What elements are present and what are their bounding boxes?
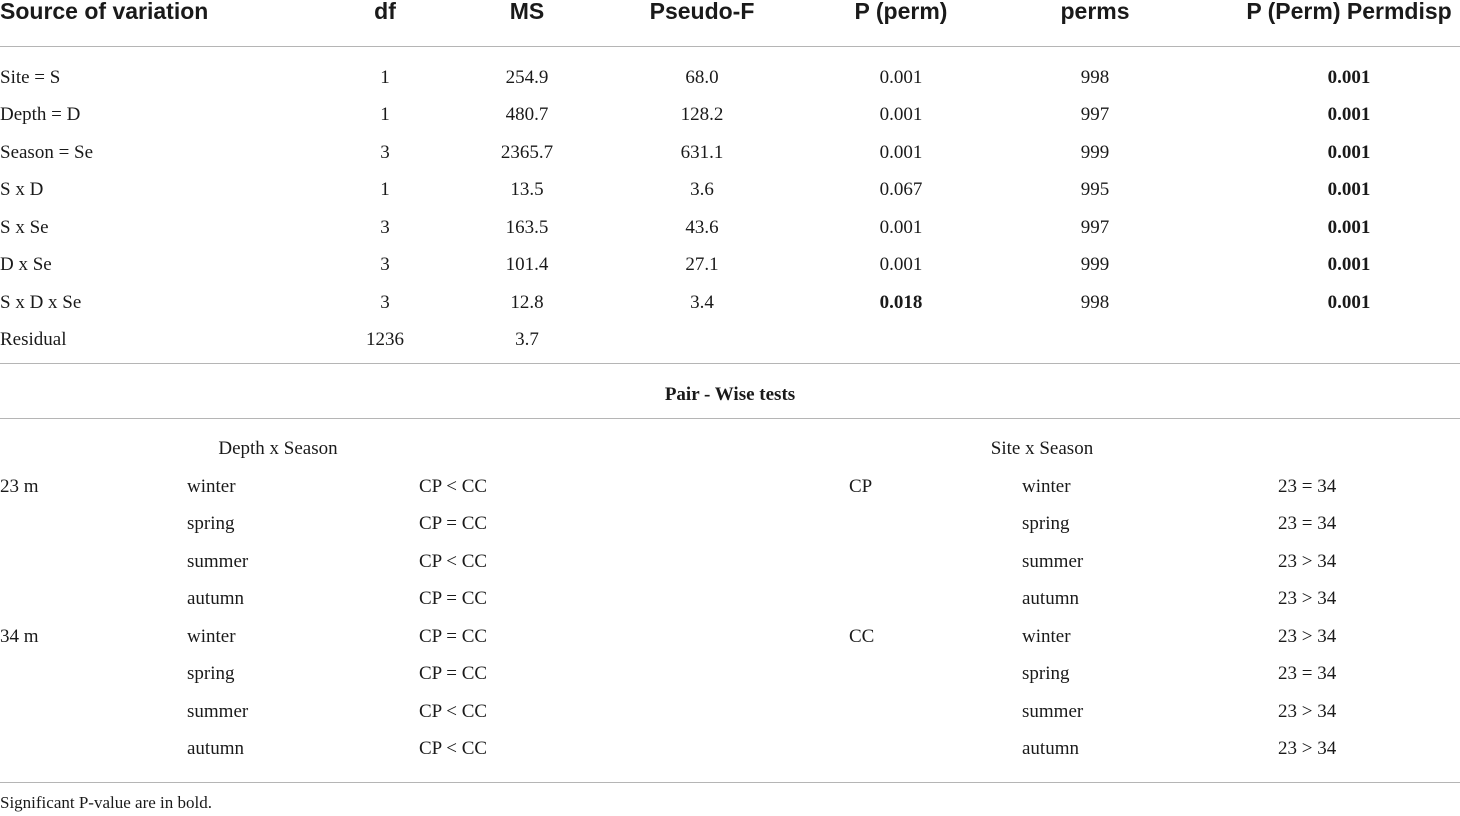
- season-label: winter: [1022, 626, 1071, 647]
- cell-df: 1236: [366, 329, 404, 350]
- cell-permdisp: 0.001: [1327, 104, 1371, 125]
- cell-permdisp: 0.001: [1327, 67, 1371, 88]
- cell-source: Residual: [0, 329, 67, 350]
- cell-ms: 101.4: [505, 254, 549, 275]
- header-permdisp: P (Perm) Permdisp: [1246, 0, 1452, 24]
- comparison-result: CP < CC: [419, 476, 488, 497]
- cell-pseudo-f: 27.1: [685, 254, 719, 275]
- header-rule: [0, 46, 1460, 47]
- comparison-result: CP < CC: [419, 551, 488, 572]
- cell-p-perm: 0.001: [879, 254, 923, 275]
- header-perms: perms: [1060, 0, 1130, 24]
- season-label: spring: [187, 513, 235, 534]
- season-label: summer: [1022, 551, 1084, 572]
- comparison-result: 23 = 34: [1278, 663, 1337, 684]
- depth-season-heading: Depth x Season: [218, 438, 338, 459]
- cell-p-perm: 0.018: [879, 292, 923, 313]
- comparison-result: 23 = 34: [1278, 513, 1337, 534]
- cell-source: S x D: [0, 179, 44, 200]
- cell-df: 3: [380, 217, 390, 238]
- cell-df: 1: [380, 179, 390, 200]
- cell-perms: 998: [1080, 292, 1110, 313]
- cell-ms: 163.5: [505, 217, 549, 238]
- cell-ms: 254.9: [505, 67, 549, 88]
- cell-source: Season = Se: [0, 142, 94, 163]
- footer-rule: [0, 782, 1460, 783]
- pairwise-rule: [0, 418, 1460, 419]
- depth-label: 34 m: [0, 626, 39, 647]
- cell-permdisp: 0.001: [1327, 292, 1371, 313]
- site-label: CC: [849, 626, 875, 647]
- cell-permdisp: 0.001: [1327, 142, 1371, 163]
- cell-permdisp: 0.001: [1327, 217, 1371, 238]
- footnote: Significant P-value are in bold.: [0, 793, 212, 812]
- season-label: summer: [1022, 701, 1084, 722]
- header-source: Source of variation: [0, 0, 209, 24]
- comparison-result: 23 > 34: [1278, 626, 1337, 647]
- season-label: autumn: [187, 588, 244, 609]
- cell-source: Site = S: [0, 67, 61, 88]
- cell-pseudo-f: 43.6: [685, 217, 719, 238]
- cell-pseudo-f: 3.6: [690, 179, 714, 200]
- cell-source: Depth = D: [0, 104, 81, 125]
- season-label: spring: [1022, 513, 1070, 534]
- cell-ms: 2365.7: [500, 142, 554, 163]
- cell-source: S x Se: [0, 217, 49, 238]
- comparison-result: 23 > 34: [1278, 588, 1337, 609]
- cell-p-perm: 0.001: [879, 104, 923, 125]
- season-label: winter: [187, 476, 236, 497]
- cell-df: 3: [380, 292, 390, 313]
- season-label: autumn: [187, 738, 244, 759]
- header-df: df: [374, 0, 396, 24]
- comparison-result: CP < CC: [419, 701, 488, 722]
- season-label: winter: [187, 626, 236, 647]
- comparison-result: CP = CC: [419, 588, 488, 609]
- cell-ms: 13.5: [510, 179, 544, 200]
- comparison-result: 23 = 34: [1278, 476, 1337, 497]
- season-label: spring: [1022, 663, 1070, 684]
- cell-pseudo-f: 68.0: [685, 67, 719, 88]
- comparison-result: 23 > 34: [1278, 738, 1337, 759]
- season-label: autumn: [1022, 738, 1079, 759]
- header-p-perm: P (perm): [854, 0, 948, 24]
- comparison-result: CP = CC: [419, 626, 488, 647]
- cell-ms: 480.7: [505, 104, 549, 125]
- header-pseudo-f: Pseudo-F: [649, 0, 755, 24]
- cell-df: 1: [380, 67, 390, 88]
- season-label: summer: [187, 551, 249, 572]
- cell-perms: 997: [1080, 217, 1110, 238]
- pairwise-title: Pair - Wise tests: [664, 384, 796, 405]
- season-label: summer: [187, 701, 249, 722]
- cell-ms: 12.8: [510, 292, 544, 313]
- table-rule: [0, 363, 1460, 364]
- comparison-result: CP = CC: [419, 513, 488, 534]
- cell-pseudo-f: 128.2: [680, 104, 724, 125]
- cell-perms: 995: [1080, 179, 1110, 200]
- cell-perms: 998: [1080, 67, 1110, 88]
- cell-pseudo-f: 631.1: [680, 142, 724, 163]
- site-season-heading: Site x Season: [990, 438, 1094, 459]
- cell-perms: 997: [1080, 104, 1110, 125]
- cell-df: 3: [380, 142, 390, 163]
- cell-df: 1: [380, 104, 390, 125]
- comparison-result: CP < CC: [419, 738, 488, 759]
- cell-pseudo-f: 3.4: [690, 292, 714, 313]
- cell-df: 3: [380, 254, 390, 275]
- cell-p-perm: 0.001: [879, 67, 923, 88]
- season-label: winter: [1022, 476, 1071, 497]
- cell-source: S x D x Se: [0, 292, 82, 313]
- depth-label: 23 m: [0, 476, 39, 497]
- cell-source: D x Se: [0, 254, 52, 275]
- comparison-result: 23 > 34: [1278, 551, 1337, 572]
- cell-permdisp: 0.001: [1327, 254, 1371, 275]
- cell-permdisp: 0.001: [1327, 179, 1371, 200]
- comparison-result: 23 > 34: [1278, 701, 1337, 722]
- cell-perms: 999: [1080, 142, 1110, 163]
- season-label: spring: [187, 663, 235, 684]
- cell-perms: 999: [1080, 254, 1110, 275]
- header-ms: MS: [509, 0, 545, 24]
- comparison-result: CP = CC: [419, 663, 488, 684]
- cell-ms: 3.7: [515, 329, 539, 350]
- season-label: autumn: [1022, 588, 1079, 609]
- cell-p-perm: 0.001: [879, 142, 923, 163]
- site-label: CP: [849, 476, 873, 497]
- cell-p-perm: 0.001: [879, 217, 923, 238]
- cell-p-perm: 0.067: [879, 179, 923, 200]
